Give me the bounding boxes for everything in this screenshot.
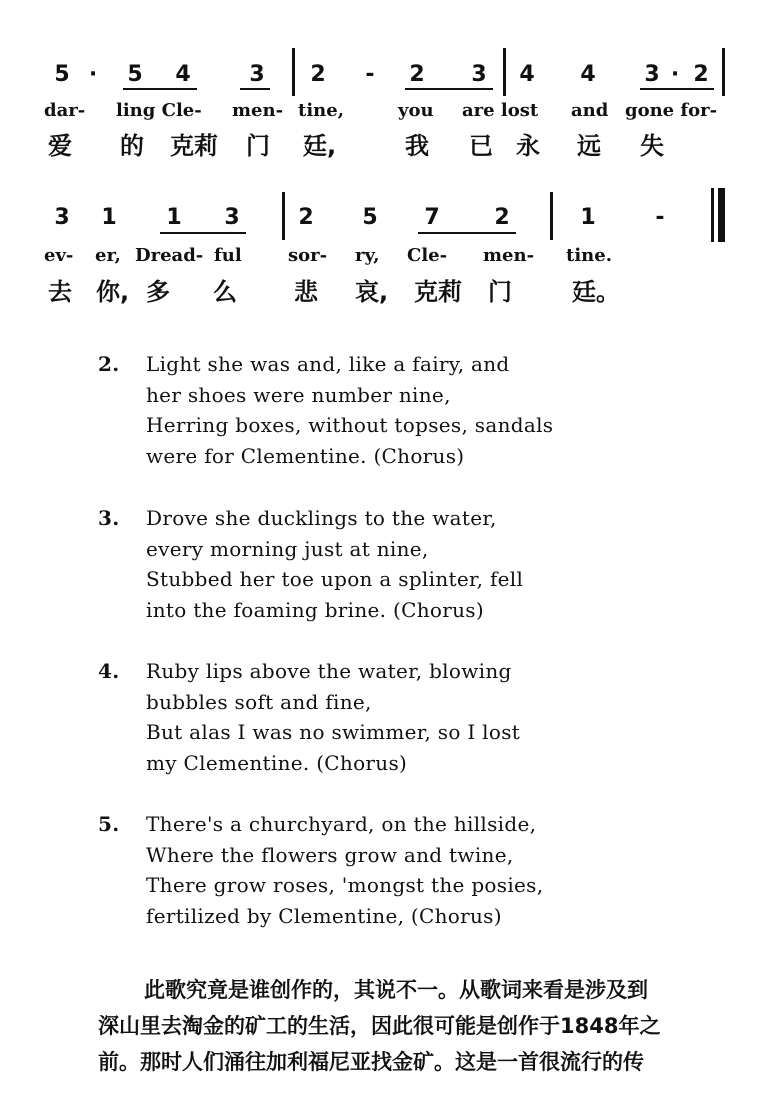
- note: 3: [54, 205, 70, 230]
- lyric-zh: 已: [469, 132, 493, 160]
- lyric-zh: 廷,: [303, 132, 337, 160]
- lyric-zh: 悲: [294, 278, 318, 306]
- lyric-en: men-: [232, 100, 284, 121]
- beam: [418, 232, 516, 234]
- verse-line: her shoes were number nine,: [146, 382, 451, 407]
- lyric-zh: 失: [640, 132, 664, 160]
- lyric-en: tine.: [566, 245, 612, 266]
- beam: [405, 88, 493, 90]
- note: 4: [175, 62, 191, 87]
- note: 3: [224, 205, 240, 230]
- lyric-en: ling Cle-: [116, 100, 202, 121]
- final-barline: [711, 188, 714, 242]
- prose-line: 深山里去淘金的矿工的生活，因此很可能是创作于1848年之: [98, 1014, 661, 1038]
- lyric-en: ful: [214, 245, 242, 266]
- lyric-zh: 你,: [96, 278, 130, 306]
- note: 2: [310, 62, 326, 87]
- barline: [722, 48, 725, 96]
- barline: [282, 192, 285, 240]
- lyric-en: ev-: [44, 245, 74, 266]
- note: 5: [54, 62, 70, 87]
- note: 1: [101, 205, 117, 230]
- verse-line: my Clementine. (Chorus): [146, 750, 408, 775]
- lyric-zh: 克莉: [414, 278, 462, 306]
- lyric-zh: 廷。: [572, 278, 620, 306]
- note: 3: [471, 62, 487, 87]
- lyric-en: Cle-: [407, 245, 448, 266]
- verse-line: every morning just at nine,: [146, 536, 429, 561]
- verse-line: bubbles soft and fine,: [146, 689, 372, 714]
- lyric-zh: 去: [48, 278, 72, 306]
- lyric-zh: 的: [120, 132, 144, 160]
- verse-line: into the foaming brine. (Chorus): [146, 597, 484, 622]
- note: 5: [362, 205, 378, 230]
- verse-number: 2.: [98, 352, 120, 376]
- note-dot: ·: [670, 62, 680, 87]
- note-dot: ·: [88, 62, 98, 87]
- note: 2: [409, 62, 425, 87]
- note: 5: [127, 62, 143, 87]
- verse-line: Drove she ducklings to the water,: [146, 506, 497, 530]
- lyric-en: Dread-: [135, 245, 204, 266]
- prose-paragraph: [98, 972, 738, 1080]
- lyric-zh: 么: [213, 278, 237, 306]
- beam: [240, 88, 270, 90]
- lyric-zh: 永: [516, 132, 540, 160]
- verse-line: There grow roses, 'mongst the posies,: [146, 873, 544, 897]
- lyric-zh: 多: [146, 278, 170, 306]
- note: 3: [249, 62, 265, 87]
- verse-line: fertilized by Clementine, (Chorus): [146, 903, 502, 928]
- lyric-en: and: [571, 100, 609, 121]
- note: 2: [494, 205, 510, 230]
- lyric-zh: 门: [246, 132, 270, 160]
- lyric-zh: 远: [577, 132, 601, 160]
- verse-number: 5.: [98, 812, 120, 836]
- verse-number: 4.: [98, 659, 120, 683]
- note-dash: -: [365, 62, 375, 87]
- verse-line: Light she was and, like a fairy, and: [146, 352, 510, 376]
- lyric-en: tine,: [298, 100, 344, 121]
- lyric-zh: 哀,: [355, 278, 389, 306]
- verse-number: 3.: [98, 506, 120, 530]
- lyric-zh: 爱: [48, 132, 72, 160]
- note: 4: [580, 62, 596, 87]
- lyric-en: dar-: [44, 100, 86, 121]
- barline: [292, 48, 295, 96]
- note: 1: [580, 205, 596, 230]
- verse-line: were for Clementine. (Chorus): [146, 443, 465, 468]
- note: 2: [298, 205, 314, 230]
- verse-line: But alas I was no swimmer, so I lost: [146, 720, 521, 744]
- note-dash: -: [655, 205, 665, 230]
- verse-line: Herring boxes, without topses, sandals: [146, 413, 554, 437]
- lyric-en: gone for-: [625, 100, 718, 121]
- note: 3: [644, 62, 660, 87]
- lyric-en: er,: [95, 245, 121, 266]
- beam: [640, 88, 714, 90]
- verse-line: Ruby lips above the water, blowing: [146, 659, 512, 683]
- verse-line: Where the flowers grow and twine,: [146, 842, 514, 867]
- lyric-zh: 我: [405, 132, 429, 160]
- lyric-en: you: [398, 100, 434, 121]
- beam: [160, 232, 246, 234]
- lyric-en: men-: [483, 245, 535, 266]
- verse-line: There's a churchyard, on the hillside,: [146, 812, 537, 836]
- note: 4: [519, 62, 535, 87]
- barline: [503, 48, 506, 96]
- lyric-en: are lost: [462, 100, 539, 121]
- lyric-zh: 门: [488, 278, 512, 306]
- lyric-en: sor-: [288, 245, 328, 266]
- final-barline: [718, 188, 725, 242]
- note: 1: [166, 205, 182, 230]
- verse-line: Stubbed her toe upon a splinter, fell: [146, 567, 524, 591]
- barline: [550, 192, 553, 240]
- note: 2: [693, 62, 709, 87]
- prose-line: 前。那时人们涌往加利福尼亚找金矿。这是一首很流行的传: [98, 1050, 644, 1074]
- beam: [123, 88, 197, 90]
- prose-line: 此歌究竟是谁创作的，其说不一。从歌词来看是涉及到: [144, 978, 648, 1002]
- lyric-en: ry,: [355, 245, 380, 266]
- lyric-zh: 克莉: [170, 132, 218, 160]
- note: 7: [424, 205, 440, 230]
